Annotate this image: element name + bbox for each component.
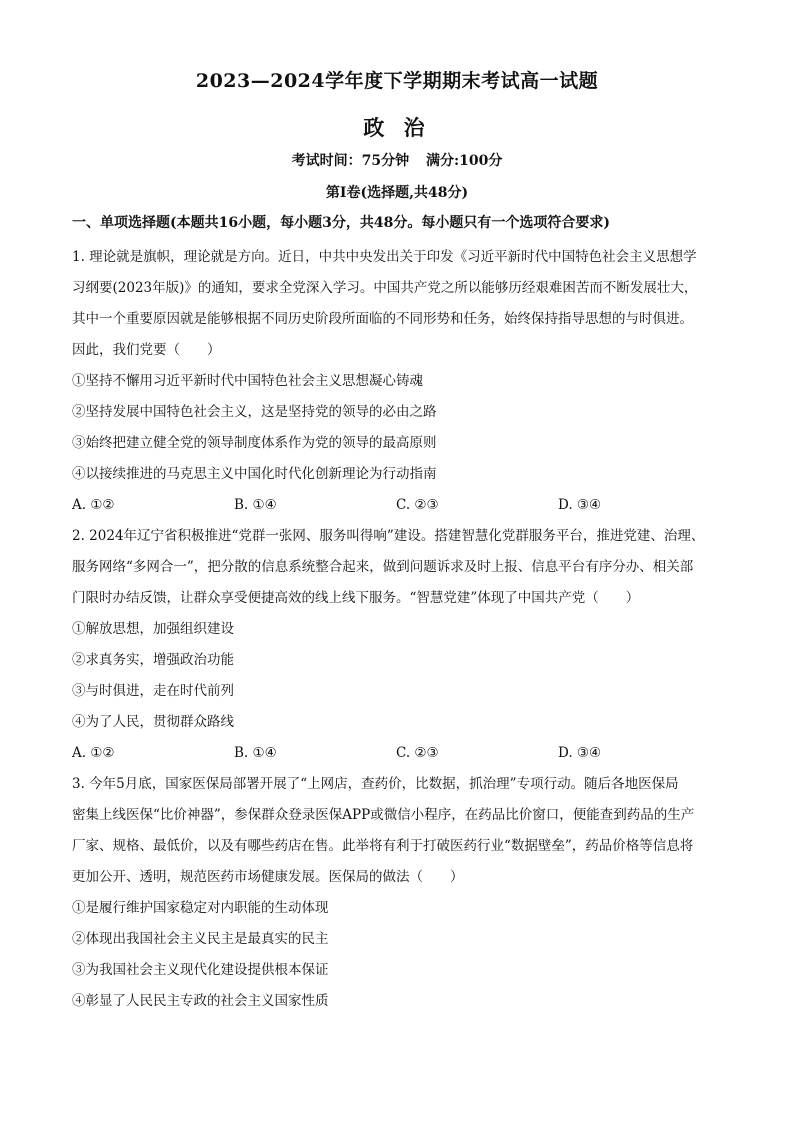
question-stem-line: 服务网络“多网合一”，把分散的信息系统整合起来，做到问题诉求及时上报、信息平台有序分办、相关部 [72,559,694,575]
statement: ①坚持不懈用习近平新时代中国特色社会主义思想凝心铸魂 [72,373,423,389]
question-2 [72,521,726,769]
statement: ③始终把建立健全党的领导制度体系作为党的领导的最高原则 [72,435,437,451]
question-stem-line: 密集上线医保“比价神器”，参保群众登录医保APP或微信小程序，在药品比价窗口，便能查到药品的生产 [72,807,695,823]
statement: ④以接续推进的马克思主义中国化时代化创新理论为行动指南 [72,466,437,482]
question-stem-line: 习纲要(2023年版)》的通知，要求全党深入学习。中国共产党之所以能够历经艰难困苦而不断发展壮大， [72,280,698,296]
question-stem-line: 3. 今年5月底，国家医保局部署开展了“上网店，查药价，比数据，抓治理”专项行动。随后各地医保局 [72,776,679,792]
exam-time: 考试时间：75分钟 [291,153,410,169]
exam-info [0,150,794,170]
question-stem-line: 2. 2024年辽宁省积极推进“党群一张网、服务叫得响”建设。搭建智慧化党群服务平台，推进党建、治理、 [72,528,705,544]
option-b: B. ①④ [234,745,277,761]
section-heading: 一、单项选择题(本题共16小题，每小题3分，共48分。每小题只有一个选项符合要求) [72,215,610,231]
question-1 [72,242,726,521]
option-d: D. ③④ [558,745,602,761]
statement: ①是履行维护国家稳定对内职能的生动体现 [72,900,329,916]
full-score: 满分:100分 [425,153,503,169]
question-stem-line: 因此，我们党要（ ） [72,342,221,358]
statement: ③为我国社会主义现代化建设提供根本保证 [72,962,329,978]
option-a: A. ①② [72,745,115,761]
option-c: C. ②③ [396,745,439,761]
statement: ①解放思想，加强组织建设 [72,621,234,637]
option-c: C. ②③ [396,497,439,513]
question-stem-line: 厂家、规格、最低价，以及有哪些药店在售。此举将有利于打破医药行业“数据壁垒”，药品价格等信息将 [72,838,694,854]
subject-title: 政 治 [363,115,431,140]
option-b: B. ①④ [234,497,277,513]
statement: ②体现出我国社会主义民主是最真实的民主 [72,931,329,947]
answer-options [72,738,726,769]
statement: ③与时俱进，走在时代前列 [72,683,234,699]
part-heading: 第Ⅰ卷(选择题,共48分) [325,185,469,201]
statement: ④为了人民，贯彻群众路线 [72,714,234,730]
question-stem-line: 更加公开、透明，规范医药市场健康发展。医保局的做法（ ） [72,869,464,885]
exam-title: 2023—2024学年度下学期期末考试高一试题 [195,70,599,92]
answer-options [72,490,726,521]
option-d: D. ③④ [558,497,602,513]
question-stem-line: 1. 理论就是旗帜，理论就是方向。近日，中共中央发出关于印发《习近平新时代中国特色社会主义思想学 [72,249,697,265]
statement: ④彰显了人民民主专政的社会主义国家性质 [72,993,329,1009]
question-stem-line: 其中一个重要原因就是能够根据不同历史阶段所面临的不同形势和任务，始终保持指导思想的与时俱进。 [72,311,693,327]
option-a: A. ①② [72,497,115,513]
question-3 [72,769,726,1017]
questions [72,242,726,1017]
statement: ②坚持发展中国特色社会主义，这是坚持党的领导的必由之路 [72,404,437,420]
statement: ②求真务实，增强政治功能 [72,652,234,668]
question-stem-line: 门限时办结反馈，让群众享受便捷高效的线上线下服务。“智慧党建”体现了中国共产党（ ） [72,590,640,606]
